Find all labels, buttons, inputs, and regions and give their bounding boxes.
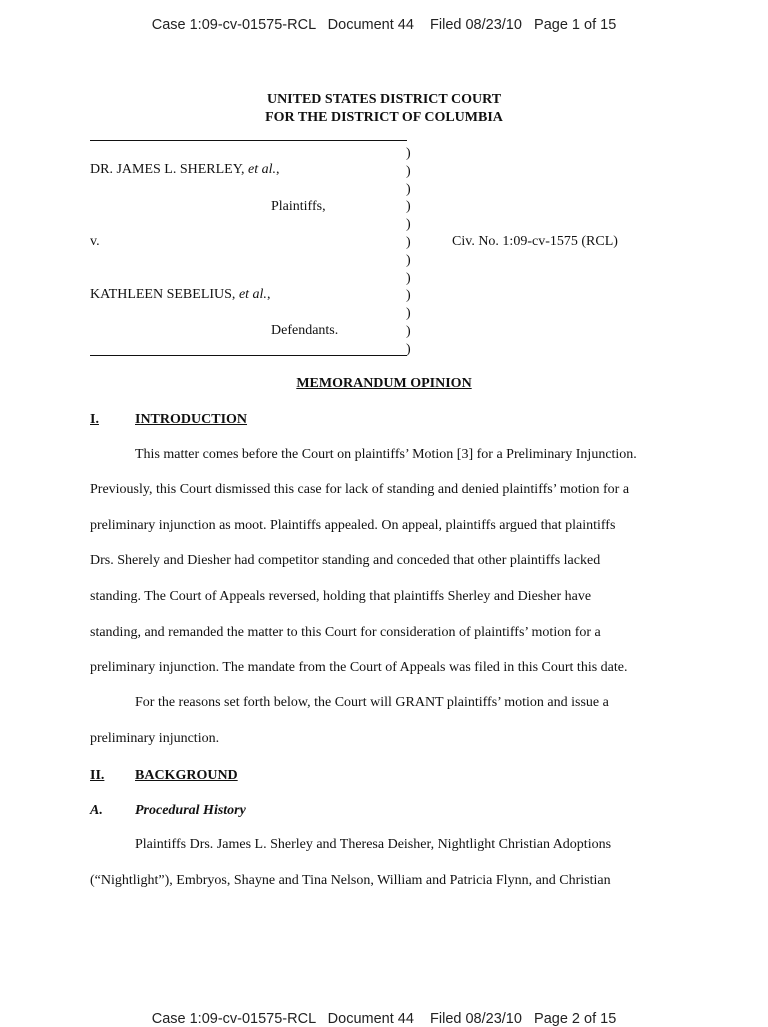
reasons-line: For the reasons set forth below, the Court will GRANT plaintiffs’ motion and issue a bbox=[135, 695, 609, 710]
court-name-line1: UNITED STATES DISTRICT COURT bbox=[266, 92, 502, 107]
plaintiff-name-text: DR. JAMES L. SHERLEY, bbox=[90, 162, 249, 177]
defendants-label: Defendants. bbox=[271, 323, 339, 338]
reasons-line: preliminary injunction. bbox=[90, 731, 220, 746]
caption-paren: ) bbox=[406, 306, 411, 322]
section-1-title: INTRODUCTION bbox=[135, 412, 248, 427]
defendant-name-text: KATHLEEN SEBELIUS, bbox=[90, 287, 239, 302]
caption-paren: ) bbox=[406, 252, 411, 268]
caption-paren-column bbox=[406, 145, 416, 359]
caption-paren: ) bbox=[406, 163, 411, 179]
caption-bottom-rule bbox=[90, 355, 407, 356]
defendant-suffix: , bbox=[266, 287, 271, 302]
caption-paren: ) bbox=[406, 288, 411, 304]
plaintiff-et-al: et al. bbox=[248, 162, 277, 177]
intro-line: Previously, this Court dismissed this case for lack of standing and denied plaintiffs’ motion for a bbox=[90, 482, 630, 497]
plaintiff-name bbox=[90, 161, 280, 179]
intro-line: Drs. Sherely and Diesher had competitor standing and conceded that other plaintiffs lacked bbox=[90, 553, 601, 568]
intro-line: preliminary injunction as moot. Plaintiffs appealed. On appeal, plaintiffs argued that plaintiffs bbox=[90, 518, 616, 533]
caption-top-rule bbox=[90, 140, 407, 141]
section-2-number: II. bbox=[90, 768, 105, 783]
caption-paren: ) bbox=[406, 181, 411, 197]
intro-line: preliminary injunction. The mandate from the Court of Appeals was filed in this Court this date. bbox=[90, 660, 628, 675]
court-name-line2: FOR THE DISTRICT OF COLUMBIA bbox=[265, 110, 503, 125]
section-1-number: I. bbox=[90, 412, 99, 427]
caption-paren: ) bbox=[406, 234, 411, 250]
opinion-title bbox=[0, 375, 768, 393]
caption-paren: ) bbox=[406, 199, 411, 215]
plaintiff-suffix: , bbox=[276, 162, 280, 177]
caption-paren: ) bbox=[406, 341, 411, 357]
caption-paren: ) bbox=[406, 146, 411, 161]
caption-paren: ) bbox=[406, 270, 411, 286]
civil-case-number: Civ. No. 1:09-cv-1575 (RCL) bbox=[452, 234, 618, 249]
section-2-title: BACKGROUND bbox=[135, 768, 238, 783]
intro-line: standing, and remanded the matter to this Court for consideration of plaintiffs’ motion for a bbox=[90, 625, 601, 640]
background-line: (“Nightlight”), Embryos, Shayne and Tina Nelson, William and Patricia Flynn, and Christian bbox=[90, 873, 611, 888]
versus-label: v. bbox=[90, 234, 100, 249]
caption-paren: ) bbox=[406, 323, 411, 339]
page-header: Case 1:09-cv-01575-RCL Document 44 Filed 08/23/10 Page 1 of 15 bbox=[151, 17, 617, 33]
defendant-et-al: et al. bbox=[238, 287, 267, 302]
intro-line: standing. The Court of Appeals reversed, holding that plaintiffs Sherley and Diesher have bbox=[90, 589, 592, 604]
subsection-a-number: A. bbox=[90, 803, 103, 818]
defendant-name bbox=[90, 286, 270, 304]
subsection-a-title: Procedural History bbox=[135, 803, 246, 818]
caption-paren: ) bbox=[406, 217, 411, 233]
next-page-header: Case 1:09-cv-01575-RCL Document 44 Filed 08/23/10 Page 2 of 15 bbox=[151, 1011, 617, 1027]
background-line: Plaintiffs Drs. James L. Sherley and Theresa Deisher, Nightlight Christian Adoptions bbox=[135, 837, 612, 852]
plaintiffs-label: Plaintiffs, bbox=[271, 199, 326, 214]
intro-line: This matter comes before the Court on plaintiffs’ Motion [3] for a Preliminary Injunction. bbox=[135, 447, 637, 462]
opinion-title-text: MEMORANDUM OPINION bbox=[296, 376, 472, 391]
